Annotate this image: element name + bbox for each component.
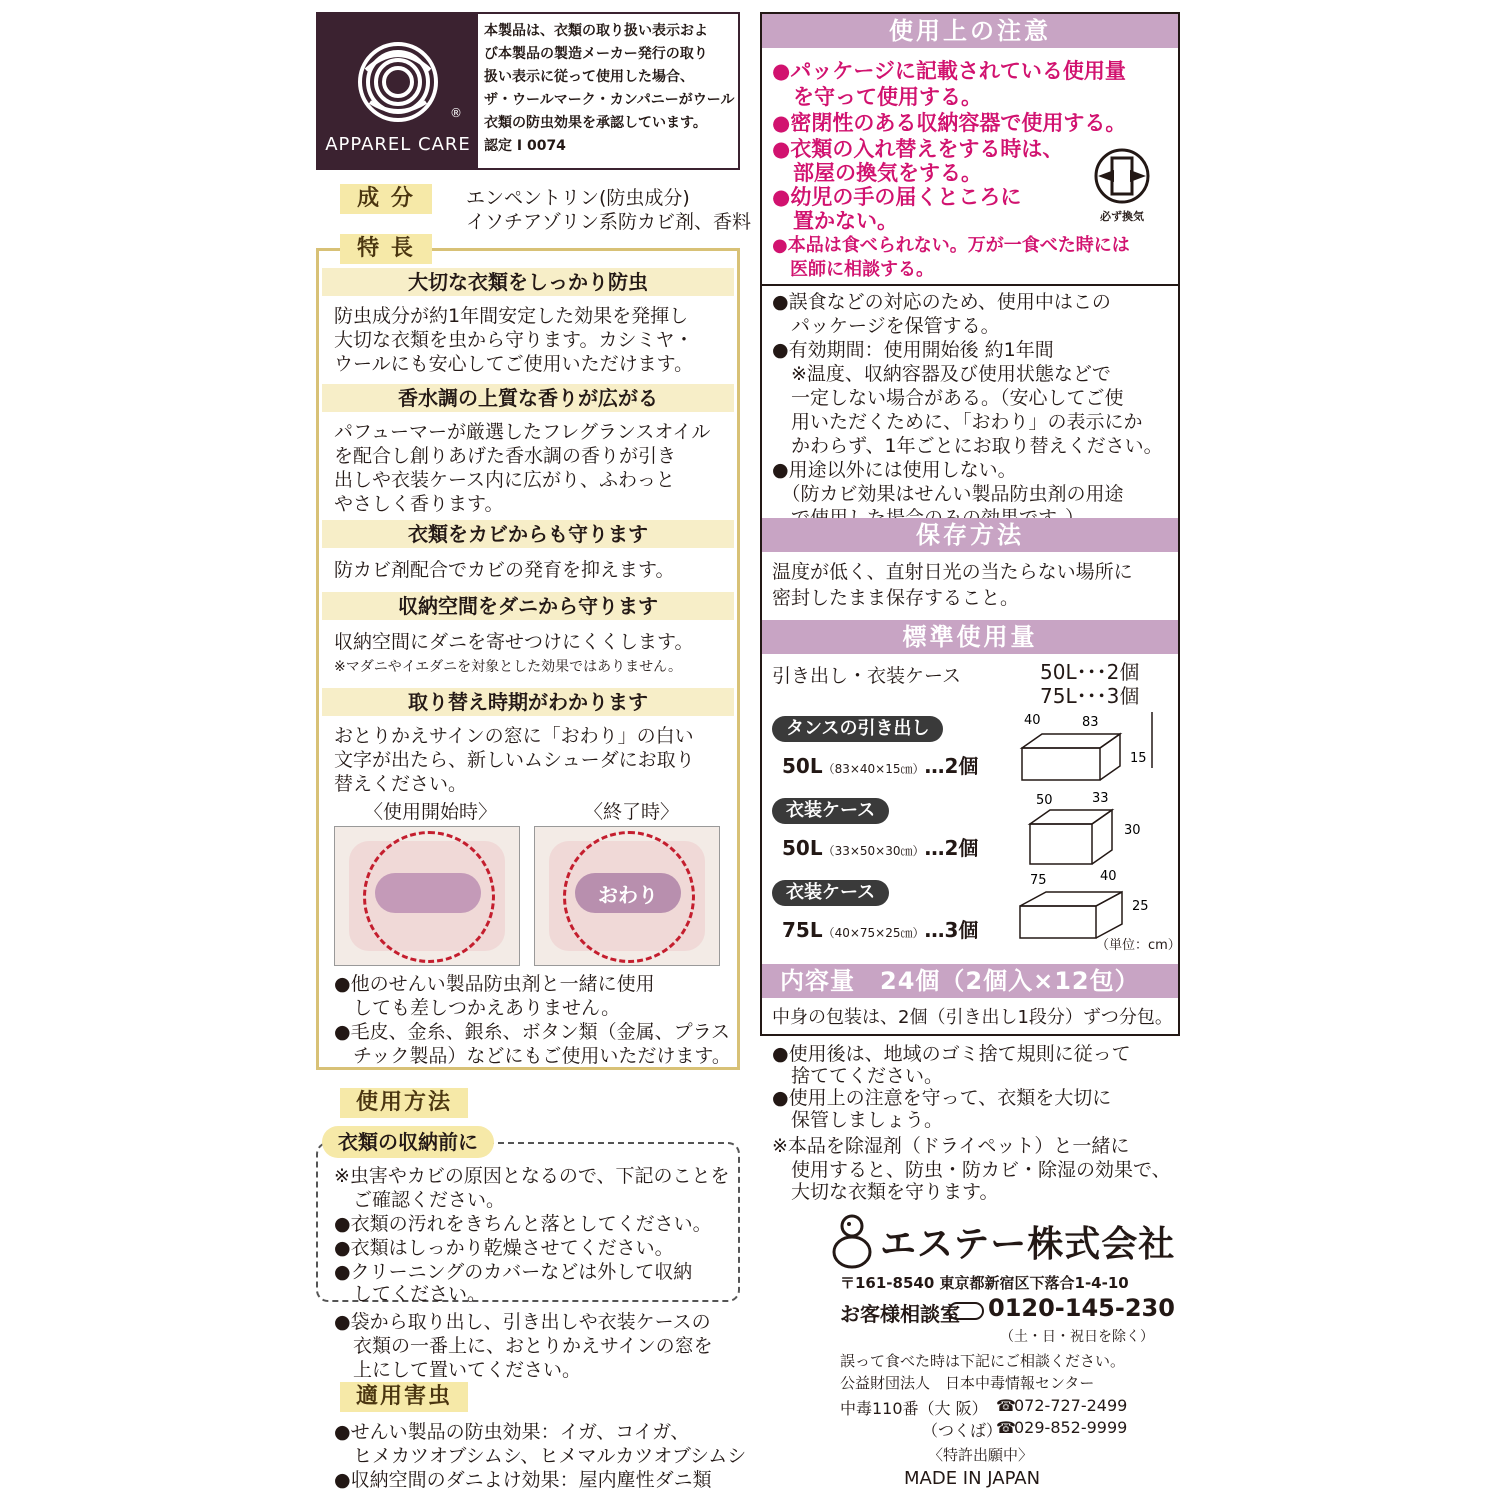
standard-item-row — [782, 832, 978, 861]
dim-label: 30 — [1124, 823, 1141, 838]
storage-line: 密封したまま保存すること。 — [772, 587, 1020, 609]
ingredients-line: イソチアゾリン系防カビ剤、香料 — [466, 211, 752, 233]
tsukuba-phone: 029-852-9999 — [1014, 1418, 1128, 1437]
dim-label: 50 — [1036, 793, 1053, 808]
cautions-title: 使用上の注意 — [762, 14, 1178, 48]
standard-item-pill: タンスの引き出し — [772, 716, 943, 742]
feature-line: ウールにも安心してご使用いただけます。 — [334, 353, 694, 375]
usage-dashed-line: ●衣類の汚れをきちんと落としてください。 — [334, 1213, 712, 1235]
dashed-circle — [563, 831, 695, 963]
phone-icon: ☎ — [996, 1396, 1016, 1415]
after-line: 大切な衣類を守ります。 — [772, 1181, 999, 1203]
freedial-icon — [948, 1302, 984, 1320]
feature-line: パフューマーが厳選したフレグランスオイル — [334, 421, 711, 443]
feature-bullet: しても差しつかえありません。 — [334, 997, 621, 1019]
consult-label: お客様相談室 — [840, 1302, 960, 1326]
dim-label: 40 — [1024, 713, 1041, 728]
poison-center: 公益財団法人 日本中毒情報センター — [840, 1374, 1095, 1392]
usage-dashed-line: ご確認ください。 — [334, 1189, 506, 1211]
pests-line: ●収納空間のダニよけ効果：屋内塵性ダニ類 — [334, 1469, 712, 1491]
after-line: ●使用上の注意を守って、衣類を大切に — [772, 1087, 1112, 1109]
feature-title: 衣類をカビからも守ります — [322, 520, 734, 548]
case-diagram — [1020, 790, 1160, 870]
pests-line: ヒメカツオブシムシ、ヒメマルカツオブシムシ — [334, 1445, 747, 1467]
usage-dashed-line: ※虫害やカビの原因となるので、下記のことを — [334, 1165, 730, 1187]
usage-line: ●袋から取り出し、引き出しや衣装ケースの — [334, 1311, 711, 1333]
woolmark-text-line: 認定 I 0074 — [484, 138, 566, 154]
feature-title: 収納空間をダニから守ります — [322, 592, 734, 620]
feature-line: やさしく香ります。 — [334, 493, 504, 515]
ventilation-icon — [1090, 148, 1154, 204]
st-bird-logo-icon — [830, 1212, 874, 1270]
drawer-diagram — [1010, 708, 1160, 788]
feature-line: 文字が出たら、新しいムシューダにお取り — [334, 749, 695, 771]
standard-item-size: 50L — [782, 836, 823, 860]
standard-item-pill: 衣装ケース — [772, 880, 889, 906]
woolmark-text-line: 衣類の防虫効果を承認しています。 — [484, 115, 707, 131]
standard-item-size: 50L — [782, 754, 823, 778]
after-line: 保管しましょう。 — [772, 1109, 944, 1131]
caution-pink-small: 医師に相談する。 — [772, 259, 934, 280]
caution-line: （防カビ効果はせんい製品防虫剤の用途 — [772, 483, 1124, 505]
ingredients-badge: 成 分 — [340, 184, 432, 214]
caution-pink-line: を守って使用する。 — [772, 85, 982, 109]
feature-line: 出しや衣装ケース内に広がり、ふわっと — [334, 469, 675, 491]
standard-item-count: …2個 — [924, 754, 979, 778]
feature-bullet: チック製品）などにもご使用いただけます。 — [334, 1045, 731, 1067]
ventilation-label: 必ず換気 — [1100, 210, 1144, 223]
caution-line: ●有効期間：使用開始後 約1年間 — [772, 339, 1054, 361]
woolmark-icon — [346, 30, 450, 130]
dim-label: 15 — [1130, 751, 1147, 766]
dashed-circle — [363, 831, 495, 963]
standard-item-row — [782, 914, 978, 943]
caution-pink-line: 部屋の換気をする。 — [772, 161, 982, 185]
feature-line: を配合し創りあげた香水調の香りが引き — [334, 445, 677, 467]
end-label: おわり — [598, 883, 658, 907]
caution-line: 一定しない場合がある。（安心してご使 — [772, 387, 1124, 409]
sign-start-image — [334, 826, 520, 966]
made-in-japan: MADE IN JAPAN — [904, 1468, 1041, 1489]
caution-line: パッケージを保管する。 — [772, 315, 1000, 337]
company-name: エステー株式会社 — [880, 1224, 1176, 1265]
standard-item-dims: （40×75×25㎝） — [822, 926, 925, 940]
storage-line: 温度が低く、直射日光の当たらない場所に — [772, 561, 1133, 583]
holiday-note: （土・日・祝日を除く） — [1000, 1329, 1154, 1345]
dim-label: 25 — [1132, 899, 1149, 914]
after-line: 使用すると、防虫・防カビ・除湿の効果で、 — [772, 1159, 1171, 1181]
standard-intro-value: 75L･･･3個 — [1040, 684, 1140, 708]
after-line: ※本品を除湿剤（ドライペット）と一緒に — [772, 1135, 1130, 1157]
features-badge: 特 長 — [340, 234, 432, 264]
feature-line: 収納空間にダニを寄せつけにくくします。 — [334, 631, 694, 653]
standard-intro-value: 50L･･･2個 — [1040, 660, 1140, 684]
pests-line: ●せんい製品の防虫効果：イガ、コイガ、 — [334, 1421, 690, 1443]
standard-item-dims: （33×50×30㎝） — [822, 844, 925, 858]
storage-title: 保存方法 — [762, 518, 1178, 552]
phone-number: 0120-145-230 — [988, 1294, 1175, 1322]
feature-bullet: ●毛皮、金糸、銀糸、ボタン類（金属、プラス — [334, 1021, 731, 1043]
woolmark-text — [484, 20, 736, 158]
caution-line: かわらず、1年ごとにお取り替えください。 — [772, 435, 1163, 457]
usage-line: 上にして置いてください。 — [334, 1359, 582, 1381]
dim-label: 33 — [1092, 791, 1109, 806]
standard-item-dims: （83×40×15㎝） — [822, 762, 925, 776]
feature-line: 大切な衣類を虫から守ります。カシミヤ・ — [334, 329, 694, 351]
usage-badge: 使用方法 — [340, 1088, 468, 1118]
company-address: 〒161-8540 東京都新宿区下落合1-4-10 — [840, 1274, 1129, 1292]
after-line: 捨ててください。 — [772, 1065, 944, 1087]
osaka-phone: 072-727-2499 — [1014, 1396, 1128, 1415]
woolmark-text-line: ザ・ウールマーク・カンパニーがウール — [484, 92, 735, 108]
caution-pink-small: ●本品は食べられない。万が一食べた時には — [772, 235, 1130, 256]
standard-item-count: …3個 — [924, 918, 979, 942]
caution-line: ※温度、収納容器及び使用状態などで — [772, 363, 1111, 385]
standard-title: 標準使用量 — [762, 620, 1178, 654]
standard-item-pill: 衣装ケース — [772, 798, 889, 824]
dim-label: 83 — [1082, 715, 1099, 730]
feature-line: 防カビ剤配合でカビの発育を抑えます。 — [334, 559, 675, 581]
registered-mark: ® — [450, 106, 462, 120]
caution-line: ●用途以外には使用しない。 — [772, 459, 1017, 481]
patent-note: 〈特許出願中〉 — [928, 1446, 1034, 1464]
after-line: ●使用後は、地域のゴミ捨て規則に従って — [772, 1043, 1131, 1065]
woolmark-text-line: 本製品は、衣類の取り扱い表示およ — [484, 23, 708, 39]
poison-note: 誤って食べた時は下記にご相談ください。 — [840, 1352, 1126, 1370]
usage-dashed-line: ●クリーニングのカバーなどは外して収納 — [334, 1261, 693, 1283]
woolmark-label: APPAREL CARE — [325, 134, 471, 155]
standard-item-row — [782, 750, 978, 779]
caution-pink-line: ●パッケージに記載されている使用量 — [772, 59, 1126, 83]
contents-note: 中身の包装は、2個（引き出し1段分）ずつ分包。 — [772, 1007, 1173, 1028]
feature-line: 防虫成分が約1年間安定した効果を発揮し — [334, 305, 689, 327]
start-caption: 〈使用開始時〉 — [364, 801, 498, 823]
caution-line: 用いただくために、「おわり」の表示にか — [772, 411, 1143, 433]
caution-pink-line: ●幼児の手の届くところに — [772, 185, 1022, 209]
feature-line: 替えください。 — [334, 773, 468, 795]
caution-divider — [762, 284, 1178, 286]
usage-dashed-line: ●衣類はしっかり乾燥させてください。 — [334, 1237, 674, 1259]
feature-title: 香水調の上質な香りが広がる — [322, 384, 734, 412]
feature-title: 大切な衣類をしっかり防虫 — [322, 268, 734, 296]
unit-label: （単位：cm） — [1096, 938, 1181, 953]
osaka-label: 中毒110番（大 阪） — [840, 1399, 988, 1418]
usage-line: 衣類の一番上に、おとりかえサインの窓を — [334, 1335, 713, 1357]
caution-line: ●誤食などの対応のため、使用中はこの — [772, 291, 1111, 313]
caution-pink-line: ●衣類の入れ替えをする時は、 — [772, 137, 1064, 161]
woolmark-text-line: び本製品の製造メーカー発行の取り — [484, 46, 708, 62]
usage-pill: 衣類の収納前に — [322, 1126, 494, 1158]
usage-dashed-line: してください。 — [334, 1283, 487, 1305]
woolmark-text-line: 扱い表示に従って使用した場合、 — [484, 69, 694, 85]
contents-title: 内容量 24個（2個入×12包） — [762, 964, 1178, 998]
woolmark-logo-panel — [318, 14, 478, 168]
end-caption: 〈終了時〉 — [584, 801, 680, 823]
feature-title: 取り替え時期がわかります — [322, 688, 734, 716]
standard-intro: 引き出し・衣装ケース — [772, 665, 962, 687]
dim-label: 75 — [1030, 873, 1047, 888]
standard-item-count: …2個 — [924, 836, 979, 860]
woolmark-box — [316, 12, 740, 170]
caution-pink-line: 置かない。 — [772, 209, 898, 233]
pests-badge: 適用害虫 — [340, 1382, 468, 1412]
caution-pink-line: ●密閉性のある収納容器で使用する。 — [772, 111, 1127, 135]
standard-item-size: 75L — [782, 918, 823, 942]
dim-label: 40 — [1100, 869, 1117, 884]
ingredients-line: エンペントリン(防虫成分) — [466, 187, 690, 209]
feature-line: おとりかえサインの窓に「おわり」の白い — [334, 725, 694, 747]
phone-icon: ☎ — [996, 1418, 1016, 1437]
sign-end-image — [534, 826, 720, 966]
feature-note: ※マダニやイエダニを対象とした効果ではありません。 — [334, 659, 683, 675]
tsukuba-label: （つくば） — [922, 1421, 1003, 1440]
feature-bullet: ●他のせんい製品防虫剤と一緒に使用 — [334, 973, 655, 995]
